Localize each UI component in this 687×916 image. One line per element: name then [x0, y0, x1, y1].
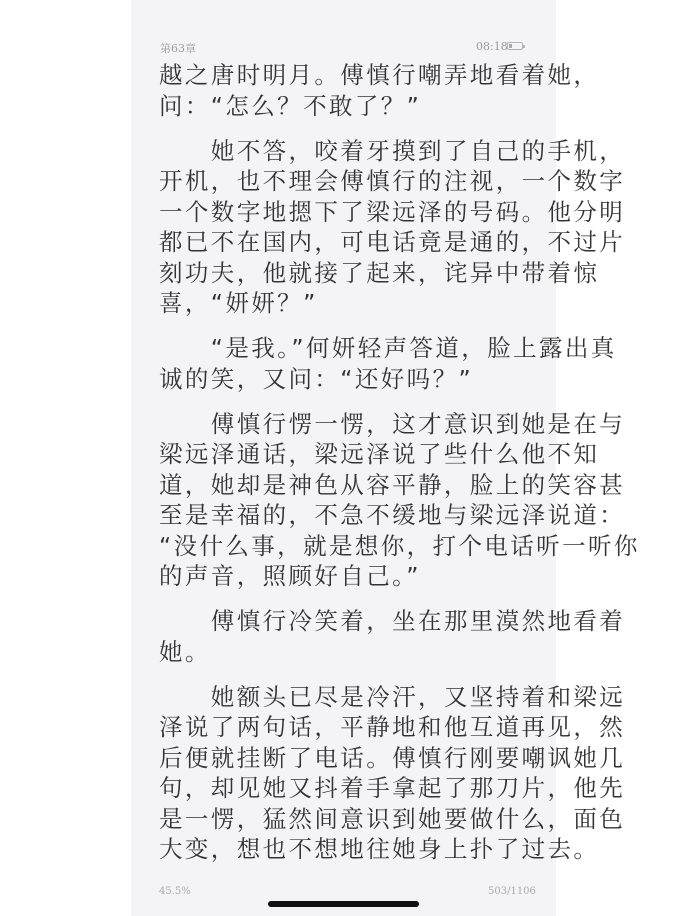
text-line: 至是幸福的，不急不缓地与梁远泽说道： [159, 501, 626, 529]
text-line: 傅慎行冷笑着，坐在那里漠然地看着 [159, 607, 626, 635]
text-line: 道，她却是神色从容平静，脸上的笑容甚 [159, 470, 626, 499]
text-line: 都已不在国内，可电话竟是通的，不过片 [159, 228, 626, 256]
text-line: 越之唐时明月。傅慎行嘲弄地看着她， [159, 61, 600, 89]
clock: 08:18 [476, 40, 508, 53]
paragraph [159, 333, 617, 394]
text-line: 句，却见她又抖着手拿起了那刀片，他先 [159, 774, 626, 802]
text-line: 一个数字地摁下了梁远泽的号码。他分明 [159, 197, 626, 226]
paragraph [159, 60, 600, 121]
text-line: 她额头已尽是冷汗，又坚持着和梁远 [159, 682, 626, 711]
text-line: 她不答，咬着牙摸到了自己的手机， [159, 136, 626, 165]
text-line: 的声音，照顾好自己。” [159, 562, 421, 590]
text-line: 开机，也不理会傅慎行的注视，一个数字 [159, 167, 626, 195]
text-line: 诚的笑，又问：“还好吗？” [159, 364, 474, 393]
page-counter: 503/1106 [488, 886, 536, 897]
reading-progress: 45.5% [159, 886, 191, 897]
chapter-title: 第63章 [160, 42, 196, 55]
text-line: 泽说了两句话，平静地和他互道再见，然 [159, 713, 626, 741]
paragraph [159, 409, 640, 592]
text-line: 喜，“妍妍？” [159, 289, 318, 317]
text-line: 刻功夫，他就接了起来，诧异中带着惊 [159, 258, 600, 287]
home-indicator[interactable] [268, 901, 419, 907]
text-line: “是我。”何妍轻声答道，脸上露出真 [159, 334, 617, 362]
paragraph [159, 136, 626, 319]
text-line: 后便就挂断了电话。傅慎行刚要嘲讽她几 [159, 743, 626, 772]
text-line: 她。 [159, 637, 211, 666]
text-line: 是一愣，猛然间意识到她要做什么，面色 [159, 804, 626, 833]
paragraph [159, 606, 626, 667]
text-line: 傅慎行愣一愣，这才意识到她是在与 [159, 409, 626, 438]
text-line: 问：“怎么？不敢了？” [159, 91, 422, 120]
battery-icon [507, 42, 523, 50]
reader-text [159, 60, 640, 879]
text-line: “没什么事，就是想你，打个电话听一听你 [159, 531, 640, 560]
battery-level [509, 44, 512, 48]
text-line: 大变，想也不想地往她身上扑了过去。 [159, 835, 600, 863]
paragraph [159, 682, 626, 865]
text-line: 梁远泽通话，梁远泽说了些什么他不知 [159, 440, 600, 468]
